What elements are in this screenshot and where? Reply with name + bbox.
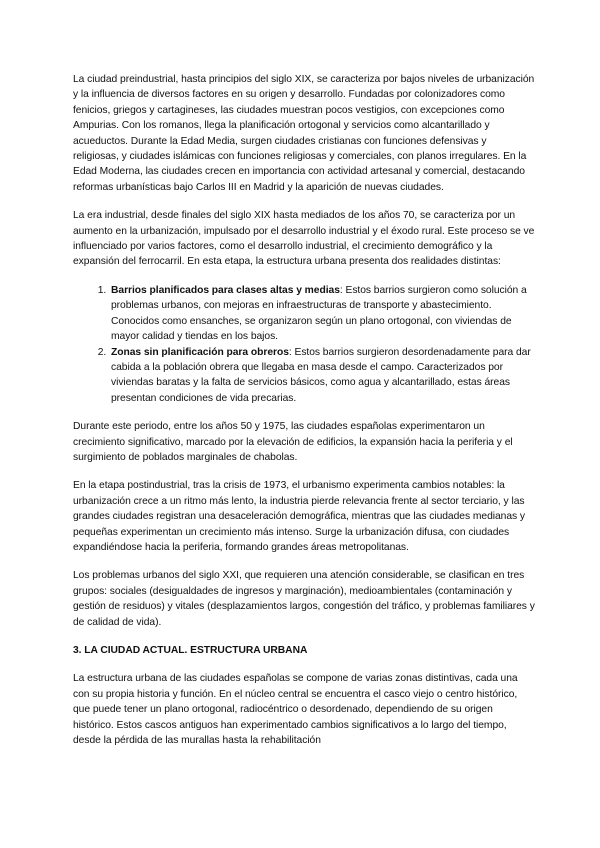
list-item-text: : Estos barrios surgieron desordenadamente para dar cabida a la población obrera que llegaba en masa desde el campo. Caracterizados por viviendas baratas y la falta de servicios básicos, como agua y alcantarillado, estas áreas presentan condiciones de vida precarias. xyxy=(111,346,531,404)
list-item xyxy=(109,283,535,345)
urban-realities-list xyxy=(73,283,535,406)
paragraph-preindustrial: La ciudad preindustrial, hasta principios del siglo XIX, se caracteriza por bajos niveles de urbanización y la influencia de diversos factores en su origen y desarrollo. Fundadas por colonizadores como fenicios, griegos y cartagineses, las ciudades muestran pocos vestigios, con excepciones como Ampurias. Con los romanos, llega la planificación ortogonal y servicios como alcantarillado y acueductos. Durante la Edad Media, surgen ciudades cristianas con funciones defensivas y religiosas, y ciudades islámicas con funciones religiosas y comerciales, con planos irregulares. En la Edad Moderna, las ciudades crecen en importancia con actividad artesanal y comercial, destacando reformas urbanísticas bajo Carlos III en Madrid y la aparición de nuevas ciudades. xyxy=(73,74,535,193)
paragraph-postindustrial: En la etapa postindustrial, tras la crisis de 1973, el urbanismo experimenta cambios notables: la urbanización crece a un ritmo más lento, la industria pierde relevancia frente al sector terciario, y las grandes ciudades registran una desaceleración demográfica, mientras que las ciudades medianas y pequeñas experimentan un crecimiento más intenso. Surge la urbanización difusa, con ciudades expandiéndose hacia la periferia, formando grandes áreas metropolitanas. xyxy=(73,480,526,553)
document-page xyxy=(73,72,535,761)
section-heading: 3. LA CIUDAD ACTUAL. ESTRUCTURA URBANA xyxy=(73,645,308,656)
paragraph-urban-problems: Los problemas urbanos del siglo XXI, que requieren una atención considerable, se clasifican en tres grupos: sociales (desigualdades de ingresos y marginación), medioambientales (contaminación y gestión de residuos) y vitales (desplazamientos largos, congestión del tráfico, y problemas familiares y de calidad de vida). xyxy=(73,570,535,628)
paragraph-industrial-era: La era industrial, desde finales del siglo XIX hasta mediados de los años 70, se caracteriza por un aumento en la urbanización, impulsado por el desarrollo industrial y el éxodo rural. Este proceso se ve influenciado por varios factores, como el desarrollo industrial, el crecimiento demográfico y la expansión del ferrocarril. En esta etapa, la estructura urbana presenta dos realidades distintas: xyxy=(73,210,535,268)
paragraph-urban-structure: La estructura urbana de las ciudades españolas se compone de varias zonas distintivas, cada una con su propia historia y función. En el núcleo central se encuentra el casco viejo o centro histórico, que puede tener un plano ortogonal, radiocéntrico o desordenado, dependiendo de su origen histórico. Estos cascos antiguos han experimentado cambios significativos a lo largo del tiempo, desde la pérdida de las murallas hasta la rehabilitación xyxy=(73,673,518,747)
paragraph-growth-period: Durante este periodo, entre los años 50 y 1975, las ciudades españolas experimentaron un crecimiento significativo, marcado por la elevación de edificios, la expansión hacia la periferia y el surgimiento de poblados marginales de chabolas. xyxy=(73,421,513,463)
list-item-term: Zonas sin planificación para obreros xyxy=(111,346,289,358)
list-item-term: Barrios planificados para clases altas y medias xyxy=(111,284,340,296)
list-item-text: : Estos barrios surgieron como solución a problemas urbanos, con mejoras en infraestructuras de transporte y abastecimiento. Conocidos como ensanches, se organizaron según un plano ortogonal, con viviendas de mayor calidad y tiendas en los bajos. xyxy=(111,284,527,343)
list-item xyxy=(109,345,535,407)
